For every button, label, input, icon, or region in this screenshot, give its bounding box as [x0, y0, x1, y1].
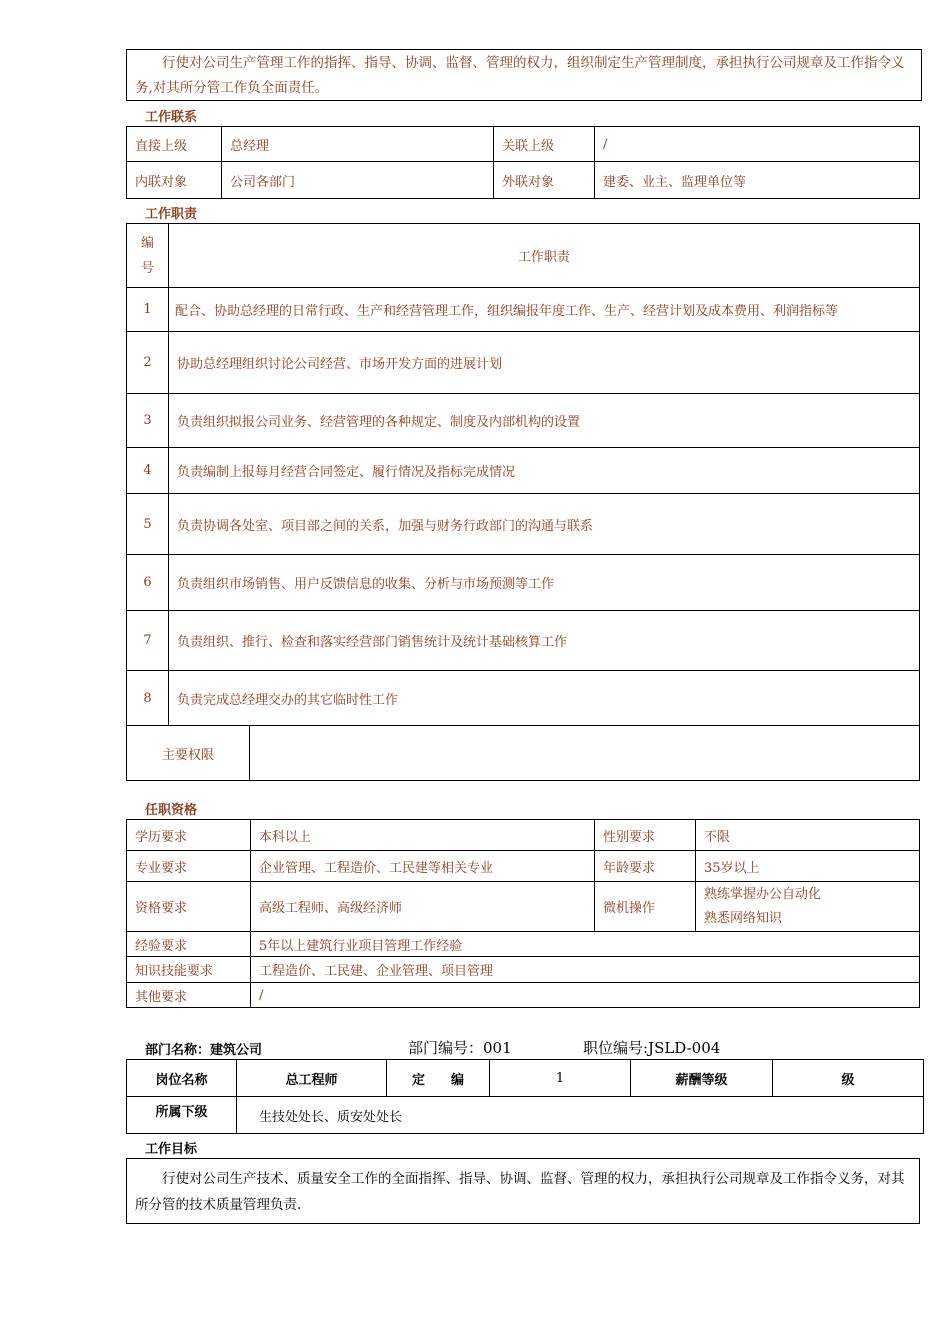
computer-skill-line-1: 熟练掌握办公自动化 — [704, 886, 822, 902]
education-value: 本科以上 — [251, 820, 595, 851]
duty-number: 4 — [127, 448, 169, 494]
goal-box — [126, 1158, 920, 1224]
experience-value: 5年以上建筑行业项目管理工作经验 — [251, 932, 920, 957]
qualifications-table — [126, 819, 920, 1008]
experience-label: 经验要求 — [127, 932, 251, 957]
goal-text: 行使对公司生产技术、质量安全工作的全面指挥、指导、协调、监督、管理的权力，承担执行公司规章及工作指令义务，对其所分管的技术质量管理负责. — [135, 1171, 905, 1213]
duty-number: 1 — [127, 288, 169, 332]
subordinates-value: 生技处处长、质安处处长 — [237, 1097, 924, 1134]
age-label: 年龄要求 — [595, 851, 696, 882]
gender-value: 不限 — [696, 820, 920, 851]
duty-number: 7 — [127, 611, 169, 671]
duty-number-header — [127, 224, 169, 288]
duty-text: 协助总经理组织讨论公司经营、市场开发方面的进展计划 — [169, 332, 920, 394]
duty-text: 负责组织拟报公司业务、经营管理的各种规定、制度及内部机构的设置 — [169, 394, 920, 448]
position-table — [126, 1059, 924, 1134]
section-title-duties: 工作职责 — [145, 207, 198, 222]
duty-number: 5 — [127, 494, 169, 555]
external-contacts-value: 建委、业主、监理单位等 — [595, 162, 920, 199]
internal-contacts-value: 公司各部门 — [222, 162, 494, 199]
section-title-qualifications: 任职资格 — [145, 803, 198, 818]
certification-value: 高级工程师、高级经济师 — [251, 882, 595, 932]
duty-number: 8 — [127, 671, 169, 726]
duty-number-header-2: 号 — [140, 260, 154, 276]
related-superior-value: / — [595, 127, 920, 162]
quota-value: 1 — [490, 1060, 631, 1097]
authority-label: 主要权限 — [127, 726, 250, 781]
section-title-goal: 工作目标 — [145, 1142, 198, 1157]
quota-label: 定 编 — [387, 1060, 490, 1097]
duty-number: 2 — [127, 332, 169, 394]
other-requirements-label: 其他要求 — [127, 983, 251, 1008]
duty-number: 6 — [127, 555, 169, 611]
knowledge-label: 知识技能要求 — [127, 957, 251, 983]
computer-skill-value — [696, 882, 920, 932]
duty-text: 负责协调各处室、项目部之间的关系，加强与财务行政部门的沟通与联系 — [169, 494, 920, 555]
age-value: 35岁以上 — [696, 851, 920, 882]
position-name-label: 岗位名称 — [127, 1060, 237, 1097]
contact-table — [126, 126, 920, 199]
knowledge-value: 工程造价、工民建、企业管理、项目管理 — [251, 957, 920, 983]
authority-value — [250, 726, 920, 781]
certification-label: 资格要求 — [127, 882, 251, 932]
education-label: 学历要求 — [127, 820, 251, 851]
salary-grade-label: 薪酬等级 — [631, 1060, 773, 1097]
salary-grade-value: 级 — [773, 1060, 924, 1097]
section-title-contact: 工作联系 — [145, 110, 198, 125]
top-responsibility-box — [126, 49, 922, 101]
direct-superior-label: 直接上级 — [127, 127, 222, 162]
related-superior-label: 关联上级 — [494, 127, 595, 162]
position-code: 职位编号:JSLD-004 — [583, 1039, 721, 1057]
department-name: 部门名称：建筑公司 — [145, 1043, 263, 1058]
duties-table — [126, 223, 920, 781]
other-requirements-value: / — [251, 983, 920, 1008]
duty-number-header-1: 编 — [140, 235, 154, 251]
major-value: 企业管理、工程造价、工民建等相关专业 — [251, 851, 595, 882]
major-label: 专业要求 — [127, 851, 251, 882]
computer-skill-label: 微机操作 — [595, 882, 696, 932]
external-contacts-label: 外联对象 — [494, 162, 595, 199]
duty-text: 负责组织市场销售、用户反馈信息的收集、分析与市场预测等工作 — [169, 555, 920, 611]
top-responsibility-text: 行使对公司生产管理工作的指挥、指导、协调、监督、管理的权力，组织制定生产管理制度，承担执行公司规章及工作指令义务,对其所分管工作负全面责任。 — [135, 55, 905, 96]
duty-header: 工作职责 — [169, 224, 920, 288]
subordinates-label: 所属下级 — [127, 1097, 237, 1134]
duty-text: 配合、协助总经理的日常行政、生产和经营管理工作，组织编报年度工作、生产、经营计划及成本费用、利润指标等 — [169, 288, 920, 332]
department-code: 部门编号：001 — [408, 1039, 512, 1057]
direct-superior-value: 总经理 — [222, 127, 494, 162]
computer-skill-line-2: 熟悉网络知识 — [704, 910, 783, 926]
duty-text: 负责组织、推行、检查和落实经营部门销售统计及统计基础核算工作 — [169, 611, 920, 671]
internal-contacts-label: 内联对象 — [127, 162, 222, 199]
duty-text: 负责编制上报每月经营合同签定、履行情况及指标完成情况 — [169, 448, 920, 494]
duty-number: 3 — [127, 394, 169, 448]
duty-text: 负责完成总经理交办的其它临时性工作 — [169, 671, 920, 726]
gender-label: 性别要求 — [595, 820, 696, 851]
position-name-value: 总工程师 — [237, 1060, 387, 1097]
